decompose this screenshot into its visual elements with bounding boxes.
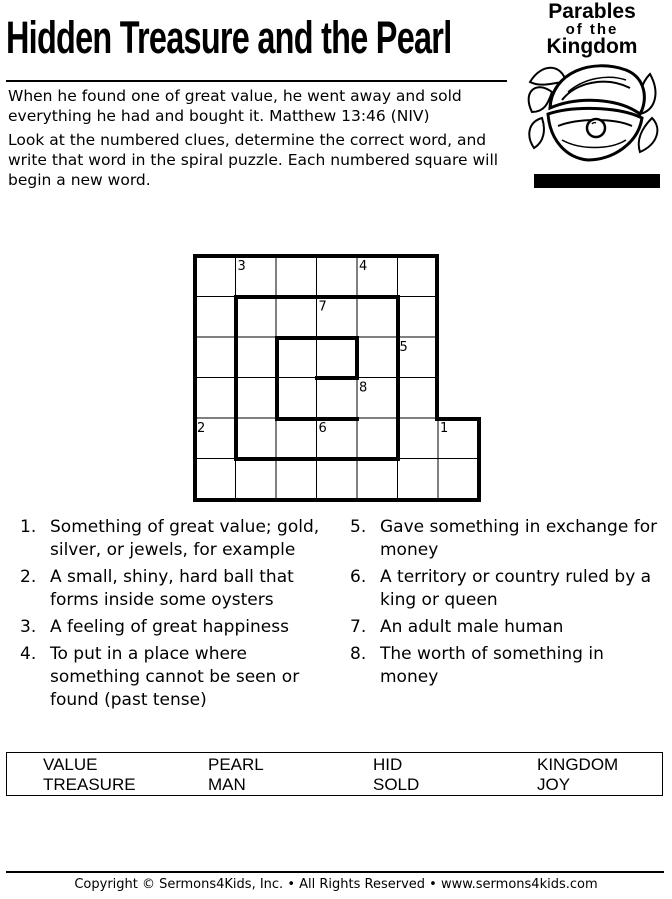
logo-title <box>522 2 662 57</box>
logo-bar <box>534 174 660 188</box>
puzzle-cell[interactable] <box>398 256 439 297</box>
word-bank-item: JOY <box>537 775 571 794</box>
puzzle-cell[interactable] <box>276 418 317 459</box>
word-bank-item: HID <box>373 755 403 774</box>
scripture-verse: When he found one of great value, he went away and sold everything he had and bought it. Matthew 13:46 (NIV) <box>8 87 462 125</box>
logo-line-1: Parables <box>548 0 636 23</box>
puzzle-cell[interactable] <box>195 459 236 500</box>
puzzle-cell[interactable] <box>236 418 277 459</box>
logo-line-2: of the <box>565 21 619 38</box>
puzzle-cell[interactable] <box>317 459 358 500</box>
puzzle-cell[interactable] <box>195 378 236 419</box>
clue-item: 1. Something of great value; gold, silver, or jewels, for example <box>20 517 320 560</box>
clue-number-3: 3 <box>237 259 246 274</box>
word-bank-item: KINGDOM <box>537 755 619 774</box>
intro-text <box>8 86 518 194</box>
clue-item: 7. An adult male human <box>350 617 564 637</box>
clue-number-1: 1 <box>440 421 449 436</box>
puzzle-cell[interactable] <box>357 337 398 378</box>
puzzle-cell[interactable] <box>398 459 439 500</box>
clue-item: 8. The worth of something in money <box>350 644 604 687</box>
puzzle-cell[interactable] <box>276 337 317 378</box>
oyster-pearl-icon <box>522 52 662 174</box>
puzzle-cell[interactable] <box>317 337 358 378</box>
logo-line-3: Kingdom <box>546 35 638 58</box>
puzzle-cell[interactable] <box>276 459 317 500</box>
clue-item: 2. A small, shiny, hard ball that forms inside some oysters <box>20 567 294 610</box>
clue-number-7: 7 <box>318 299 327 315</box>
title-divider <box>6 80 507 82</box>
puzzle-cell[interactable] <box>236 378 277 419</box>
puzzle-cell[interactable] <box>195 297 236 338</box>
puzzle-cell[interactable] <box>317 378 358 419</box>
clue-item: 5. Gave something in exchange for money <box>350 517 658 560</box>
page-title: Hidden Treasure and the Pearl <box>6 12 452 63</box>
puzzle-cell[interactable] <box>195 256 236 297</box>
puzzle-cell[interactable] <box>276 297 317 338</box>
puzzle-cell[interactable] <box>276 256 317 297</box>
puzzle-cell[interactable] <box>357 418 398 459</box>
word-bank <box>6 752 663 796</box>
parables-logo <box>522 0 662 190</box>
word-bank-item: TREASURE <box>43 775 136 794</box>
clue-number-6: 6 <box>318 421 327 436</box>
word-bank-item: MAN <box>208 775 246 794</box>
puzzle-cell[interactable] <box>195 337 236 378</box>
word-bank-item: PEARL <box>208 755 264 774</box>
puzzle-cell[interactable] <box>438 459 479 500</box>
puzzle-cell[interactable] <box>236 337 277 378</box>
puzzle-cell[interactable] <box>357 297 398 338</box>
puzzle-cell[interactable] <box>398 297 439 338</box>
clue-item: 6. A territory or country ruled by a king or queen <box>350 567 652 610</box>
word-bank-item: SOLD <box>373 775 420 794</box>
clue-number-8: 8 <box>359 380 368 396</box>
spiral-puzzle-grid <box>192 253 482 503</box>
word-bank-item: VALUE <box>43 755 98 774</box>
clue-number-5: 5 <box>399 340 408 355</box>
copyright-footer: Copyright © Sermons4Kids, Inc. • All Rights Reserved • www.sermons4kids.com <box>74 877 598 892</box>
puzzle-cell[interactable] <box>236 459 277 500</box>
clues-left <box>20 516 325 716</box>
clue-number-2: 2 <box>197 421 206 436</box>
puzzle-cell[interactable] <box>398 378 439 419</box>
puzzle-cell[interactable] <box>398 418 439 459</box>
puzzle-cell[interactable] <box>357 459 398 500</box>
clues-right <box>350 516 660 693</box>
footer-divider <box>6 871 664 873</box>
puzzle-cell[interactable] <box>276 378 317 419</box>
clue-item: 3. A feeling of great happiness <box>20 617 289 637</box>
clue-item: 4. To put in a place where something cannot be seen or found (past tense) <box>20 644 300 710</box>
puzzle-cell[interactable] <box>236 297 277 338</box>
instructions: Look at the numbered clues, determine the correct word, and write that word in the spiral puzzle. Each numbered square will begin a new word. <box>8 131 499 189</box>
clue-number-4: 4 <box>359 259 368 274</box>
puzzle-cell[interactable] <box>317 256 358 297</box>
